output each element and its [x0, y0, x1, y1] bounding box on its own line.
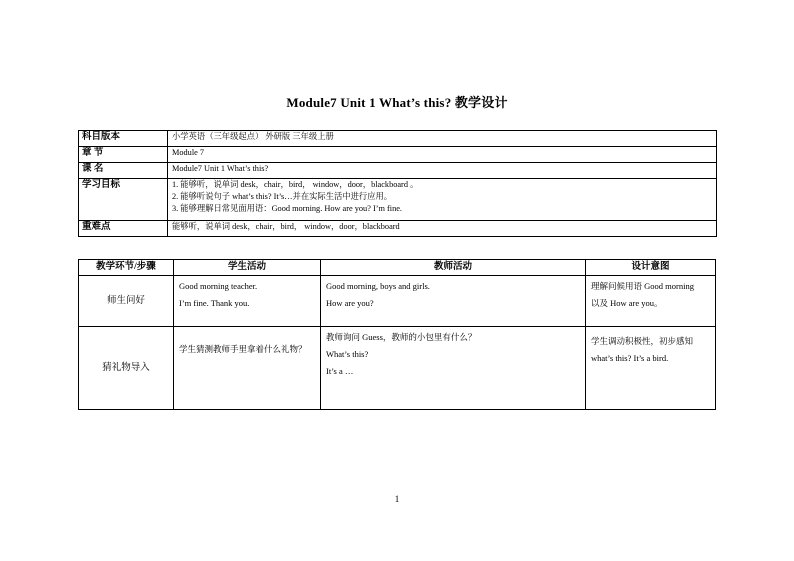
- teacher-activity-line: Good morning, boys and girls.: [326, 281, 430, 291]
- teacher-activity-cell: [321, 276, 586, 327]
- column-header: 教学环节/步骤: [79, 260, 174, 276]
- goal-line: 3. 能够理解日常见面用语：Good morning. How are you? I’m fine.: [172, 204, 402, 213]
- page-number: 1: [394, 494, 400, 504]
- info-label: 学习目标: [79, 179, 168, 221]
- flow-header-row: [79, 260, 716, 276]
- info-value: 小学英语（三年级起点） 外研版 三年级上册: [168, 131, 717, 147]
- design-intent-cell: 理解问候用语 Good morning 以及 How are you。: [586, 276, 716, 327]
- step-cell: 师生问好: [79, 276, 174, 327]
- course-info-table: [78, 130, 717, 237]
- info-label: 章 节: [79, 147, 168, 163]
- design-intent-cell: 学生调动积极性，初步感知 what’s this? It’s a bird.: [586, 327, 716, 410]
- teacher-activity-cell: [321, 327, 586, 410]
- info-row-goals: [79, 179, 717, 221]
- teacher-activity-line: It’s a …: [326, 366, 354, 376]
- column-header: 学生活动: [174, 260, 321, 276]
- teacher-activity-line: What’s this?: [326, 349, 369, 359]
- teaching-flow-table: [78, 259, 716, 410]
- info-value: Module 7: [168, 147, 717, 163]
- info-label: 科目版本: [79, 131, 168, 147]
- student-activity-cell: [174, 276, 321, 327]
- info-label: 课 名: [79, 163, 168, 179]
- flow-row: [79, 327, 716, 410]
- info-value: Module7 Unit 1 What’s this?: [168, 163, 717, 179]
- teacher-activity-line: 教师询问 Guess，教师的小包里有什么？: [326, 332, 477, 342]
- goal-line: 2. 能够听说句子 what’s this? It’s…并在实际生活中进行应用。: [172, 192, 393, 201]
- info-label: 重难点: [79, 221, 168, 237]
- student-activity-line: 学生猜测教师手里拿着什么礼物？: [179, 344, 307, 354]
- teacher-activity-line: How are you?: [326, 298, 374, 308]
- student-activity-line: I’m fine. Thank you.: [179, 298, 250, 308]
- info-row-chapter: [79, 147, 717, 163]
- info-row-lesson: [79, 163, 717, 179]
- student-activity-cell: [174, 327, 321, 410]
- goal-line: 1. 能够听，说单词 desk，chair，bird， window，door，blackboard 。: [172, 180, 419, 189]
- document-title: Module7 Unit 1 What’s this? 教学设计: [286, 95, 508, 110]
- flow-row: [79, 276, 716, 327]
- column-header: 设计意图: [586, 260, 716, 276]
- step-cell: 猜礼物导入: [79, 327, 174, 410]
- info-value-goals: [168, 179, 717, 221]
- info-row-subject: [79, 131, 717, 147]
- column-header: 教师活动: [321, 260, 586, 276]
- student-activity-line: Good morning teacher.: [179, 281, 258, 291]
- info-row-key-points: [79, 221, 717, 237]
- info-value: 能够听，说单词 desk，chair，bird， window，door，blackboard: [168, 221, 717, 237]
